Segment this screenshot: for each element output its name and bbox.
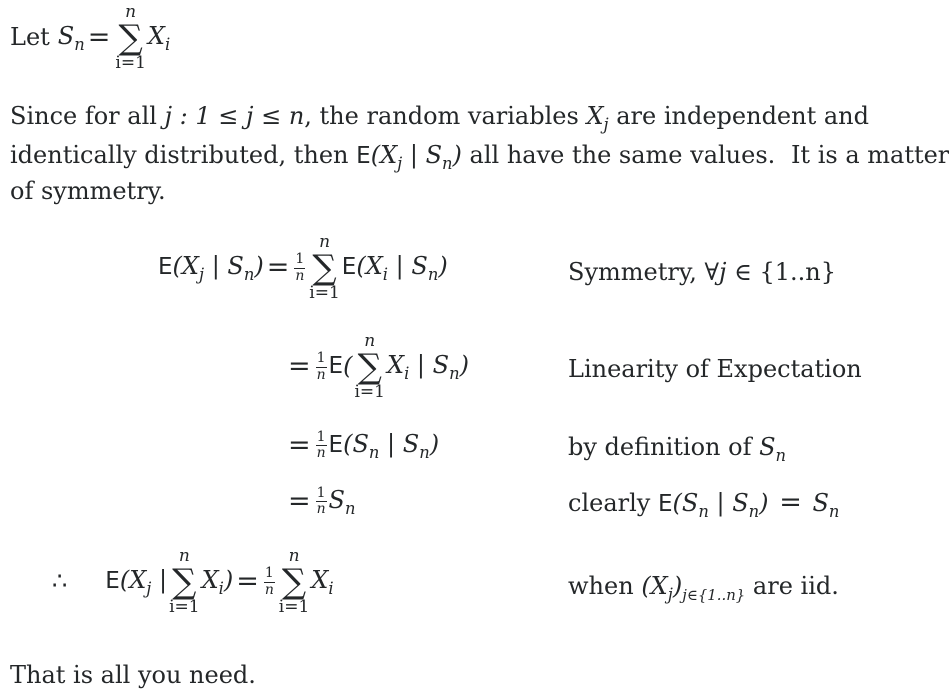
justification-step-1: Symmetry, ∀j ∈ {1..n} xyxy=(568,258,836,286)
math-sn: $S_n$ xyxy=(57,22,85,54)
derivation-step-1: E ($X_j$ | $S_n$) = $\frac{1}{n}$ n ∑ i=1 E ($X_i$ | $S_n$) xyxy=(158,232,448,303)
math-range-j: j : 1 ≤ j ≤ n xyxy=(164,102,305,130)
derivation-step-3: = $\frac{1}{n}$ E ($S_n$ | $S_n$) xyxy=(288,428,440,462)
sum-symbol: n ∑ i=1 xyxy=(354,331,385,402)
fraction-one-over-n: $\frac{1}{n}$ xyxy=(295,251,305,284)
let-text: Let xyxy=(10,23,50,52)
paragraph-line-2: identically distributed, then $E(X_j$ | $S_n$) all have the same values. It is a matter xyxy=(10,141,949,173)
sum-symbol: n ∑ i=1 xyxy=(169,546,200,617)
paragraph-line-3: of symmetry. xyxy=(10,177,166,205)
derivation-step-4: = $\frac{1}{n}$ $S_n$ xyxy=(288,484,356,518)
definition-line: Let $S_n$ = n ∑ i=1 $X_i$ xyxy=(10,2,171,73)
derivation-step-2: = $\frac{1}{n}$ E ( n ∑ i=1 $X_i$ | $S_n$) xyxy=(288,331,469,402)
math-expectation: $E(X_j$ | $S_n$) xyxy=(356,141,462,173)
therefore-symbol: ∴ xyxy=(52,567,68,596)
sum-symbol: n ∑ i=1 xyxy=(278,546,310,617)
justification-step-3: by definition of $S_n$ xyxy=(568,433,787,465)
justification-step-2: Linearity of Expectation xyxy=(568,355,862,383)
justification-step-4: clearly $E(S_n$ | $S_n) = S_n$ xyxy=(568,487,840,521)
math-xi: $X_i$ xyxy=(147,22,171,54)
paragraph-line-1: Since for all j : 1 ≤ j ≤ n, the random variables $X_j$ are independent and xyxy=(10,102,869,134)
sum-symbol: n ∑ i=1 xyxy=(115,2,146,73)
conclusion-equation: ∴ E ($X_j$ | n ∑ i=1 $X_i$) = $\frac{1}{n}$ n ∑ i=1 $X_i$ xyxy=(52,546,334,617)
sum-symbol: n ∑ i=1 xyxy=(309,232,340,303)
conclusion-justification: when $(X_j)_{j\in\{1..n\}}$ are iid. xyxy=(568,572,839,604)
closing-text: That is all you need. xyxy=(10,661,256,689)
math-xj: $X_j$ xyxy=(586,102,609,134)
